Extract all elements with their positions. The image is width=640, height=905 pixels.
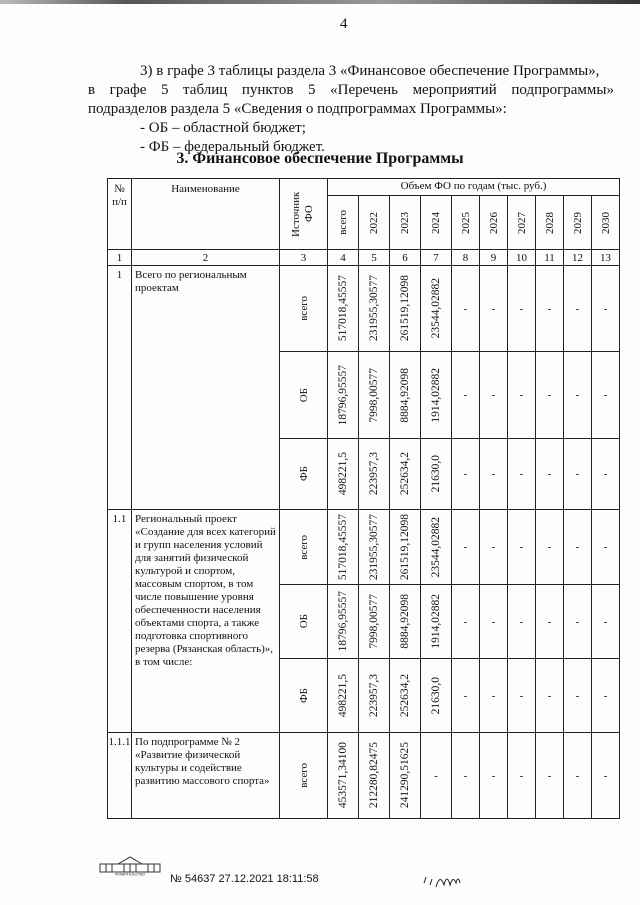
intro-line-2: в графе 5 таблиц пунктов 5 «Перечень мероприятий подпрограммы»	[88, 82, 614, 98]
col-number: 8	[452, 250, 480, 266]
value-cell: 261519,12098	[390, 266, 421, 352]
dash-cell: -	[508, 266, 536, 352]
dash-cell: -	[480, 352, 508, 439]
table-row	[108, 266, 620, 352]
financing-table	[107, 178, 620, 819]
dash-cell: -	[508, 510, 536, 585]
col-number: 13	[592, 250, 620, 266]
dash-cell: -	[536, 352, 564, 439]
value-cell: 21630,0	[421, 439, 452, 510]
dash-cell: -	[480, 439, 508, 510]
dash-cell: -	[592, 439, 620, 510]
source-cell: всего	[280, 733, 328, 819]
dash-cell: -	[480, 510, 508, 585]
dash-cell: -	[592, 585, 620, 659]
header-row-1	[108, 179, 620, 196]
dash-cell: -	[508, 733, 536, 819]
col-number: 9	[480, 250, 508, 266]
header-year: 2022	[359, 196, 390, 250]
dash-cell: -	[536, 585, 564, 659]
value-cell: 23544,02882	[421, 510, 452, 585]
dash-cell: -	[564, 439, 592, 510]
dash-cell: -	[421, 733, 452, 819]
header-year: 2030	[592, 196, 620, 250]
header-year: 2025	[452, 196, 480, 250]
source-cell: всего	[280, 510, 328, 585]
row-id: 1.1.1	[108, 733, 132, 819]
header-year: 2028	[536, 196, 564, 250]
header-total: всего	[328, 196, 359, 250]
value-cell: 21630,0	[421, 659, 452, 733]
header-year: 2023	[390, 196, 421, 250]
dash-cell: -	[564, 585, 592, 659]
dash-cell: -	[536, 510, 564, 585]
source-cell: ОБ	[280, 352, 328, 439]
dash-cell: -	[480, 266, 508, 352]
dash-cell: -	[592, 266, 620, 352]
section-title: 3. Финансовое обеспечение Программы	[176, 150, 464, 167]
dash-cell: -	[508, 439, 536, 510]
dash-cell: -	[508, 585, 536, 659]
dash-cell: -	[592, 659, 620, 733]
dash-cell: -	[564, 352, 592, 439]
dash-cell: -	[452, 439, 480, 510]
signature-mark	[420, 863, 480, 891]
value-cell: 7998,00577	[359, 585, 390, 659]
intro-bullet-2: - ФБ – федеральный бюджет.	[140, 139, 325, 155]
dash-cell: -	[536, 266, 564, 352]
intro-line-3: подразделов раздела 5 «Сведения о подпрограммах Программы»:	[88, 101, 507, 117]
dash-cell: -	[452, 266, 480, 352]
svg-text:ПРАВИТЕЛЬСТВО: ПРАВИТЕЛЬСТВО	[114, 872, 146, 876]
table-row	[108, 733, 620, 819]
value-cell: 261519,12098	[390, 510, 421, 585]
row-name: Региональный проект «Создание для всех категорий и групп населения условий для занятий физической культурой и спортом, массовым спортом, в том числе повышение уровня обеспеченности населения объектами спорта, а также подготовка спортивного резерва (Рязанская область)», в том числе:	[132, 510, 280, 733]
dash-cell: -	[536, 733, 564, 819]
col-number: 12	[564, 250, 592, 266]
value-cell: 18796,95557	[328, 352, 359, 439]
value-cell: 241290,51625	[390, 733, 421, 819]
row-id: 1	[108, 266, 132, 510]
page-top-edge	[0, 0, 640, 4]
header-year: 2024	[421, 196, 452, 250]
dash-cell: -	[480, 659, 508, 733]
value-cell: 498221,5	[328, 439, 359, 510]
col-number: 11	[536, 250, 564, 266]
header-name: Наименование	[132, 179, 280, 250]
dash-cell: -	[508, 352, 536, 439]
dash-cell: -	[564, 510, 592, 585]
source-cell: ОБ	[280, 585, 328, 659]
dash-cell: -	[564, 266, 592, 352]
col-number: 3	[280, 250, 328, 266]
dash-cell: -	[480, 733, 508, 819]
row-name: Всего по региональным проектам	[132, 266, 280, 510]
header-volume: Объем ФО по годам (тыс. руб.)	[328, 179, 620, 196]
source-cell: ФБ	[280, 659, 328, 733]
source-cell: всего	[280, 266, 328, 352]
intro-bullet-1: - ОБ – областной бюджет;	[140, 120, 306, 136]
intro-line-1: 3) в графе 3 таблицы раздела 3 «Финансовое обеспечение Программы»,	[140, 63, 600, 79]
value-cell: 231955,30577	[359, 266, 390, 352]
col-number: 2	[132, 250, 280, 266]
value-cell: 23544,02882	[421, 266, 452, 352]
dash-cell: -	[592, 352, 620, 439]
value-cell: 231955,30577	[359, 510, 390, 585]
document-registration-stamp: № 54637 27.12.2021 18:11:58	[170, 873, 319, 885]
row-id: 1.1	[108, 510, 132, 733]
intro-text	[88, 62, 614, 157]
value-cell: 223957,3	[359, 439, 390, 510]
column-number-row	[108, 250, 620, 266]
dash-cell: -	[536, 659, 564, 733]
dash-cell: -	[564, 659, 592, 733]
page-number: 4	[340, 16, 348, 32]
government-building-logo	[98, 854, 162, 876]
table-row	[108, 510, 620, 585]
value-cell: 7998,00577	[359, 352, 390, 439]
value-cell: 212280,82475	[359, 733, 390, 819]
value-cell: 517018,45557	[328, 510, 359, 585]
value-cell: 498221,5	[328, 659, 359, 733]
dash-cell: -	[452, 733, 480, 819]
col-number: 6	[390, 250, 421, 266]
col-number: 4	[328, 250, 359, 266]
dash-cell: -	[592, 733, 620, 819]
value-cell: 517018,45557	[328, 266, 359, 352]
value-cell: 252634,2	[390, 659, 421, 733]
value-cell: 1914,02882	[421, 585, 452, 659]
header-year: 2026	[480, 196, 508, 250]
col-number: 1	[108, 250, 132, 266]
source-cell: ФБ	[280, 439, 328, 510]
value-cell: 8884,92098	[390, 352, 421, 439]
value-cell: 453571,34100	[328, 733, 359, 819]
dash-cell: -	[564, 733, 592, 819]
dash-cell: -	[452, 352, 480, 439]
header-year: 2029	[564, 196, 592, 250]
value-cell: 18796,95557	[328, 585, 359, 659]
value-cell: 1914,02882	[421, 352, 452, 439]
dash-cell: -	[508, 659, 536, 733]
dash-cell: -	[536, 439, 564, 510]
dash-cell: -	[452, 510, 480, 585]
dash-cell: -	[592, 510, 620, 585]
col-number: 5	[359, 250, 390, 266]
value-cell: 8884,92098	[390, 585, 421, 659]
dash-cell: -	[452, 585, 480, 659]
dash-cell: -	[480, 585, 508, 659]
row-name: По подпрограмме № 2 «Развитие физической культуры и содействие развитию массового спорта»	[132, 733, 280, 819]
header-source: Источник ФО	[280, 179, 328, 250]
value-cell: 252634,2	[390, 439, 421, 510]
col-number: 10	[508, 250, 536, 266]
dash-cell: -	[452, 659, 480, 733]
header-num: № п/п	[108, 179, 132, 250]
header-year: 2027	[508, 196, 536, 250]
value-cell: 223957,3	[359, 659, 390, 733]
col-number: 7	[421, 250, 452, 266]
